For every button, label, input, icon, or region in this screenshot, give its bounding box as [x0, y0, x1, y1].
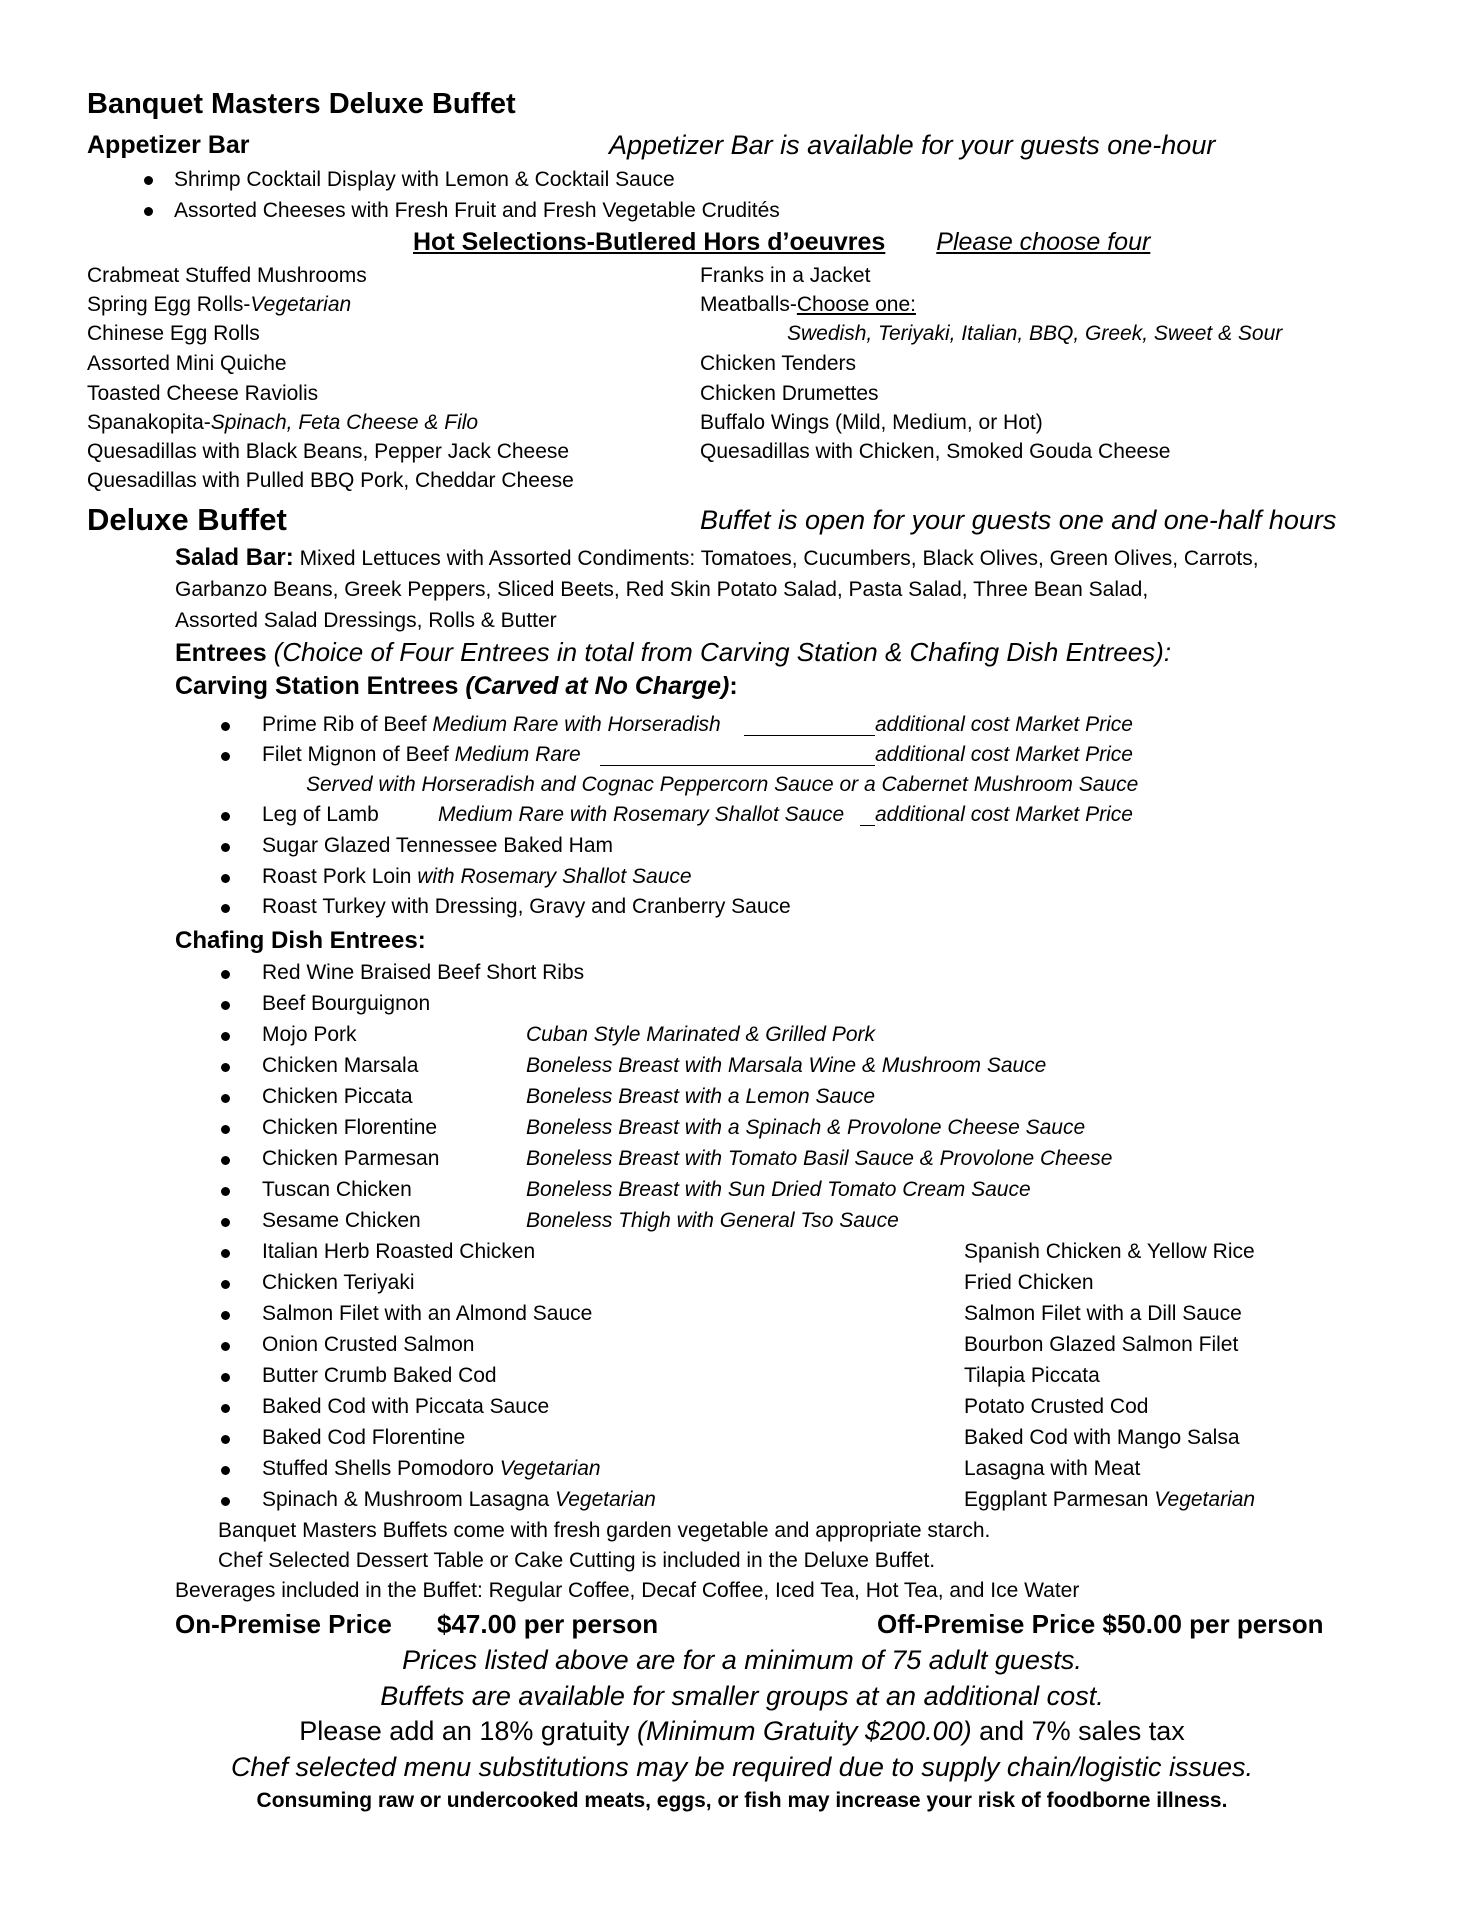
- bullet-icon: [221, 843, 230, 852]
- hot-heading: Hot Selections-Butlered Hors d’oeuvres: [413, 228, 886, 256]
- carving-cost: additional cost Market Price: [875, 713, 1133, 736]
- fill-line: [600, 747, 875, 766]
- chafing-item: Sesame Chicken: [262, 1209, 421, 1232]
- deluxe-heading: Deluxe Buffet: [87, 502, 287, 537]
- deluxe-note: Buffet is open for your guests one and one-half hours: [700, 505, 1337, 535]
- entrees-label: Entrees: [175, 639, 267, 667]
- carving-served-note: Served with Horseradish and Cognac Peppercorn Sauce or a Cabernet Mushroom Sauce: [306, 773, 1139, 796]
- carving-item: Roast Pork Loin with Rosemary Shallot Sauce: [262, 865, 692, 888]
- chafing-item-alt: Tilapia Piccata: [964, 1364, 1100, 1387]
- appetizer-note: Appetizer Bar is available for your guests one-hour: [609, 130, 1216, 160]
- chafing-item-desc: Boneless Thigh with General Tso Sauce: [526, 1209, 899, 1232]
- hot-note: Please choose four: [936, 228, 1151, 256]
- entrees-line: Entrees (Choice of Four Entrees in total from Carving Station & Chafing Dish Entrees):: [175, 637, 1172, 667]
- smaller-groups-note: Buffets are available for smaller groups at an additional cost.: [380, 1681, 1104, 1711]
- carving-item: Sugar Glazed Tennessee Baked Ham: [262, 834, 613, 857]
- carving-cost: additional cost Market Price: [875, 743, 1133, 766]
- bullet-icon: [144, 176, 153, 185]
- footnote: Chef Selected Dessert Table or Cake Cutting is included in the Deluxe Buffet.: [218, 1549, 936, 1572]
- chafing-item: Mojo Pork: [262, 1023, 357, 1046]
- salad-bar-line: Salad Bar: Mixed Lettuces with Assorted Condiments: Tomatoes, Cucumbers, Black Olives, Green Olives, Carrots,: [175, 544, 1259, 571]
- bullet-icon: [221, 904, 230, 913]
- hot-item: Spring Egg Rolls-Vegetarian: [87, 293, 352, 316]
- fill-line: [744, 717, 875, 736]
- hot-heading-row: [413, 228, 1150, 257]
- bullet-icon: [221, 1094, 230, 1103]
- footnote: Banquet Masters Buffets come with fresh garden vegetable and appropriate starch.: [218, 1519, 991, 1542]
- hot-item: Quesadillas with Chicken, Smoked Gouda Cheese: [700, 440, 1171, 463]
- bullet-icon: [221, 1435, 230, 1444]
- on-premise-label: On-Premise Price: [175, 1609, 392, 1639]
- chafing-item: Tuscan Chicken: [262, 1178, 412, 1201]
- carving-item: Filet Mignon of Beef Medium Rare: [262, 743, 581, 766]
- off-premise-price: Off-Premise Price $50.00 per person: [877, 1609, 1324, 1639]
- hot-item: Quesadillas with Black Beans, Pepper Jack Cheese: [87, 440, 570, 463]
- hot-item: Franks in a Jacket: [700, 264, 871, 287]
- chafing-item: Beef Bourguignon: [262, 992, 431, 1015]
- bullet-icon: [221, 722, 230, 731]
- chafing-heading: Chafing Dish Entrees:: [175, 927, 426, 954]
- bullet-icon: [221, 874, 230, 883]
- hot-item: Crabmeat Stuffed Mushrooms: [87, 264, 367, 287]
- carving-item-desc: Medium Rare with Rosemary Shallot Sauce: [438, 803, 845, 826]
- chafing-item: Italian Herb Roasted Chicken: [262, 1240, 536, 1263]
- bullet-icon: [221, 1342, 230, 1351]
- chafing-item: Chicken Parmesan: [262, 1147, 440, 1170]
- bullet-icon: [221, 752, 230, 761]
- bullet-icon: [221, 970, 230, 979]
- bullet-icon: [221, 1373, 230, 1382]
- chafing-item: Baked Cod Florentine: [262, 1426, 466, 1449]
- chafing-item-alt: Fried Chicken: [964, 1271, 1094, 1294]
- hot-item: Meatballs-Choose one:: [700, 293, 916, 316]
- salad-bar-label: Salad Bar:: [175, 544, 294, 571]
- minimum-note: Prices listed above are for a minimum of 75 adult guests.: [402, 1645, 1082, 1675]
- chafing-item-alt: Potato Crusted Cod: [964, 1395, 1149, 1418]
- chafing-item-desc: Boneless Breast with a Lemon Sauce: [526, 1085, 876, 1108]
- hot-item: Chinese Egg Rolls: [87, 322, 260, 345]
- chafing-item-desc: Boneless Breast with Marsala Wine & Mushroom Sauce: [526, 1054, 1047, 1077]
- bullet-icon: [221, 1063, 230, 1072]
- hot-item: Toasted Cheese Raviolis: [87, 382, 319, 405]
- carving-heading: Carving Station Entrees (Carved at No Charge):: [175, 672, 738, 700]
- bullet-icon: [221, 1156, 230, 1165]
- gratuity-note: Please add an 18% gratuity (Minimum Gratuity $200.00) and 7% sales tax: [299, 1716, 1185, 1746]
- bullet-icon: [221, 1497, 230, 1506]
- bullet-icon: [221, 1466, 230, 1475]
- hot-item: Quesadillas with Pulled BBQ Pork, Cheddar Cheese: [87, 469, 574, 492]
- appetizer-heading: Appetizer Bar: [87, 131, 250, 159]
- bullet-icon: [221, 1280, 230, 1289]
- hot-item: Buffalo Wings (Mild, Medium, or Hot): [700, 411, 1043, 434]
- salad-bar-line: Assorted Salad Dressings, Rolls & Butter: [175, 609, 557, 632]
- bullet-icon: [221, 1218, 230, 1227]
- hot-item: Spanakopita-Spinach, Feta Cheese & Filo: [87, 411, 479, 434]
- appetizer-item: Shrimp Cocktail Display with Lemon & Cocktail Sauce: [174, 168, 675, 191]
- beverages-note: Beverages included in the Buffet: Regular Coffee, Decaf Coffee, Iced Tea, Hot Tea, and Ice Water: [175, 1579, 1080, 1602]
- bullet-icon: [221, 812, 230, 821]
- chafing-item: Butter Crumb Baked Cod: [262, 1364, 497, 1387]
- bullet-icon: [221, 1187, 230, 1196]
- chafing-item: Baked Cod with Piccata Sauce: [262, 1395, 550, 1418]
- carving-cost: additional cost Market Price: [875, 803, 1133, 826]
- bullet-icon: [221, 1249, 230, 1258]
- appetizer-item: Assorted Cheeses with Fresh Fruit and Fresh Vegetable Crudités: [174, 199, 780, 222]
- fill-line: [860, 807, 875, 826]
- bullet-icon: [221, 1311, 230, 1320]
- chafing-item: Chicken Florentine: [262, 1116, 438, 1139]
- chafing-item-desc: Cuban Style Marinated & Grilled Pork: [526, 1023, 875, 1046]
- hot-item: Assorted Mini Quiche: [87, 352, 287, 375]
- chafing-item-alt: Salmon Filet with a Dill Sauce: [964, 1302, 1242, 1325]
- bullet-icon: [221, 1125, 230, 1134]
- bullet-icon: [221, 1404, 230, 1413]
- chafing-item-alt: Bourbon Glazed Salmon Filet: [964, 1333, 1239, 1356]
- meatball-options: Swedish, Teriyaki, Italian, BBQ, Greek, Sweet & Sour: [787, 322, 1283, 345]
- chafing-item-alt: Lasagna with Meat: [964, 1457, 1141, 1480]
- chafing-item: Chicken Marsala: [262, 1054, 419, 1077]
- bullet-icon: [221, 1001, 230, 1010]
- chafing-item-desc: Boneless Breast with Sun Dried Tomato Cream Sauce: [526, 1178, 1031, 1201]
- on-premise-price: $47.00 per person: [437, 1609, 659, 1639]
- chafing-item: Chicken Piccata: [262, 1085, 413, 1108]
- chafing-item-alt: Eggplant Parmesan Vegetarian: [964, 1488, 1256, 1511]
- bullet-icon: [144, 207, 153, 216]
- bullet-icon: [221, 1032, 230, 1041]
- salad-bar-line: Garbanzo Beans, Greek Peppers, Sliced Beets, Red Skin Potato Salad, Pasta Salad, Three Bean Salad,: [175, 578, 1149, 601]
- chafing-item-alt: Spanish Chicken & Yellow Rice: [964, 1240, 1255, 1263]
- chafing-item: Stuffed Shells Pomodoro Vegetarian: [262, 1457, 601, 1480]
- chafing-item: Chicken Teriyaki: [262, 1271, 415, 1294]
- chafing-item-desc: Boneless Breast with Tomato Basil Sauce & Provolone Cheese: [526, 1147, 1113, 1170]
- chafing-item-alt: Baked Cod with Mango Salsa: [964, 1426, 1240, 1449]
- carving-item: Leg of Lamb: [262, 803, 379, 826]
- chafing-item: Spinach & Mushroom Lasagna Vegetarian: [262, 1488, 656, 1511]
- carving-item: Roast Turkey with Dressing, Gravy and Cranberry Sauce: [262, 895, 791, 918]
- chafing-item: Onion Crusted Salmon: [262, 1333, 475, 1356]
- chafing-item: Red Wine Braised Beef Short Ribs: [262, 961, 585, 984]
- hot-item: Chicken Tenders: [700, 352, 857, 375]
- page-title: Banquet Masters Deluxe Buffet: [87, 88, 516, 120]
- chafing-item: Salmon Filet with an Almond Sauce: [262, 1302, 593, 1325]
- health-warning: Consuming raw or undercooked meats, eggs, or fish may increase your risk of foodborne illness.: [256, 1789, 1228, 1812]
- chafing-item-desc: Boneless Breast with a Spinach & Provolone Cheese Sauce: [526, 1116, 1086, 1139]
- hot-item: Chicken Drumettes: [700, 382, 879, 405]
- substitution-note: Chef selected menu substitutions may be required due to supply chain/logistic issues.: [230, 1752, 1254, 1782]
- carving-item: Prime Rib of Beef Medium Rare with Horseradish: [262, 713, 721, 736]
